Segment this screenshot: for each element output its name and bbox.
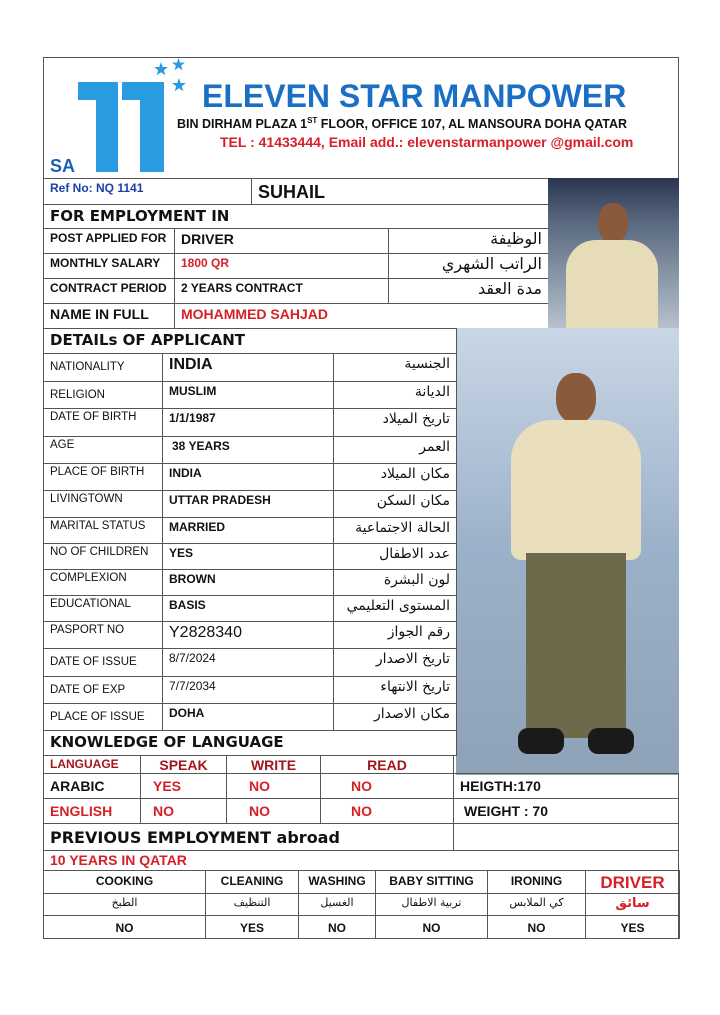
skill-name: COOKING [43, 870, 206, 894]
skill-value: NO [298, 915, 376, 939]
speak-value: YES [140, 773, 227, 799]
read-value: NO [320, 773, 454, 799]
detail-label: COMPLEXION [43, 569, 163, 596]
skill-value: NO [43, 915, 206, 939]
skill-arabic: تربية الاطفال [375, 893, 488, 916]
weight-value: WEIGHT : 70 [453, 798, 679, 824]
detail-value: INDIA [162, 353, 334, 382]
detail-arabic: تاريخ الميلاد [333, 408, 457, 437]
detail-label: DATE OF ISSUE [43, 648, 163, 677]
speak-value: NO [140, 798, 227, 824]
detail-value: 1/1/1987 [162, 408, 334, 437]
empty-cell [453, 823, 679, 851]
detail-label: RELIGION [43, 381, 163, 409]
detail-arabic: تاريخ الاصدار [333, 648, 457, 677]
company-name: ELEVEN STAR MANPOWER [202, 78, 627, 114]
detail-value: 38 YEARS [162, 436, 334, 464]
skill-arabic: الطبخ [43, 893, 206, 916]
detail-arabic: لون البشرة [333, 569, 457, 596]
write-value: NO [226, 773, 321, 799]
detail-label: AGE [43, 436, 163, 464]
detail-value: BROWN [162, 569, 334, 596]
detail-value: Y2828340 [162, 621, 334, 649]
detail-label: NO OF CHILDREN [43, 543, 163, 570]
company-contact: TEL : 41433444, Email add.: elevenstarmanpower @gmail.com [220, 134, 634, 150]
detail-arabic: المستوى التعليمي [333, 595, 457, 622]
logo-digit-one [96, 82, 118, 172]
detail-value: DOHA [162, 703, 334, 731]
employment-arabic: الوظيفة [388, 228, 549, 254]
detail-value: MARRIED [162, 517, 334, 544]
details-title: DETAILs OF APPLICANT [43, 328, 457, 354]
detail-arabic: مكان الميلاد [333, 463, 457, 491]
detail-label: PLACE OF BIRTH [43, 463, 163, 491]
detail-label: PLACE OF ISSUE [43, 703, 163, 731]
skill-arabic: التنظيف [205, 893, 299, 916]
detail-value: INDIA [162, 463, 334, 491]
skill-name: BABY SITTING [375, 870, 488, 894]
employment-arabic: الراتب الشهري [388, 253, 549, 279]
skill-arabic: الغسيل [298, 893, 376, 916]
detail-arabic: الحالة الاجتماعية [333, 517, 457, 544]
read-header: READ [320, 755, 454, 774]
short-name: SUHAIL [251, 178, 549, 205]
skill-value: NO [487, 915, 586, 939]
language-header: LANGUAGE [43, 755, 141, 774]
detail-arabic: الجنسية [333, 353, 457, 382]
detail-arabic: مكان الاصدار [333, 703, 457, 731]
star-icon [172, 58, 185, 71]
skill-name: WASHING [298, 870, 376, 894]
detail-arabic: رقم الجواز [333, 621, 457, 649]
write-value: NO [226, 798, 321, 824]
detail-arabic: مكان السكن [333, 490, 457, 518]
logo [48, 58, 188, 178]
detail-arabic: تاريخ الانتهاء [333, 676, 457, 704]
full-name: MOHAMMED SAHJAD [174, 303, 549, 329]
star-icon [154, 62, 168, 76]
read-value: NO [320, 798, 454, 824]
employment-title: FOR EMPLOYMENT IN [43, 204, 549, 229]
language-name: ENGLISH [43, 798, 141, 824]
language-name: ARABIC [43, 773, 141, 799]
logo-prefix: SA [50, 156, 76, 176]
detail-label: LIVINGTOWN [43, 490, 163, 518]
detail-label: DATE OF BIRTH [43, 408, 163, 437]
detail-label: NATIONALITY [43, 353, 163, 382]
applicant-photo-full [456, 328, 679, 775]
detail-value: 7/7/2034 [162, 676, 334, 704]
employment-arabic: مدة العقد [388, 278, 549, 304]
previous-title: PREVIOUS EMPLOYMENT abroad [43, 823, 454, 851]
detail-value: MUSLIM [162, 381, 334, 409]
detail-value: UTTAR PRADESH [162, 490, 334, 518]
skill-name: DRIVER [585, 870, 680, 894]
detail-arabic: العمر [333, 436, 457, 464]
detail-label: EDUCATIONAL [43, 595, 163, 622]
detail-value: YES [162, 543, 334, 570]
logo-digit-one-flag [78, 82, 96, 100]
skill-value: YES [585, 915, 680, 939]
company-address: BIN DIRHAM PLAZA 1ST FLOOR, OFFICE 107, AL MANSOURA DOHA QATAR [177, 115, 628, 131]
skill-value: YES [205, 915, 299, 939]
employment-label: POST APPLIED FOR [43, 228, 175, 254]
logo-digit-one-flag [122, 82, 140, 100]
employment-value: 2 YEARS CONTRACT [174, 278, 389, 304]
logo-digit-one [140, 82, 164, 172]
star-icon [172, 78, 186, 92]
detail-label: MARITAL STATUS [43, 517, 163, 544]
language-title: KNOWLEDGE OF LANGUAGE [43, 730, 457, 756]
write-header: WRITE [226, 755, 321, 774]
skill-arabic: سائق [585, 893, 680, 916]
employment-value: DRIVER [174, 228, 389, 254]
skill-name: CLEANING [205, 870, 299, 894]
ref-number: Ref No: NQ 1141 [43, 178, 252, 205]
detail-arabic: الديانة [333, 381, 457, 409]
skill-value: NO [375, 915, 488, 939]
speak-header: SPEAK [140, 755, 227, 774]
skill-arabic: كي الملابس [487, 893, 586, 916]
employment-value: 1800 QR [174, 253, 389, 279]
detail-value: BASIS [162, 595, 334, 622]
skill-name: IRONING [487, 870, 586, 894]
detail-arabic: عدد الاطفال [333, 543, 457, 570]
height-value: HEIGTH:170 [453, 773, 679, 799]
employment-label: MONTHLY SALARY [43, 253, 175, 279]
employment-label: CONTRACT PERIOD [43, 278, 175, 304]
detail-value: 8/7/2024 [162, 648, 334, 677]
applicant-photo-small [548, 178, 679, 329]
experience: 10 YEARS IN QATAR [43, 850, 679, 871]
detail-label: PASPORT NO [43, 621, 163, 649]
detail-label: DATE OF EXP [43, 676, 163, 704]
name-label: NAME IN FULL [43, 303, 175, 329]
